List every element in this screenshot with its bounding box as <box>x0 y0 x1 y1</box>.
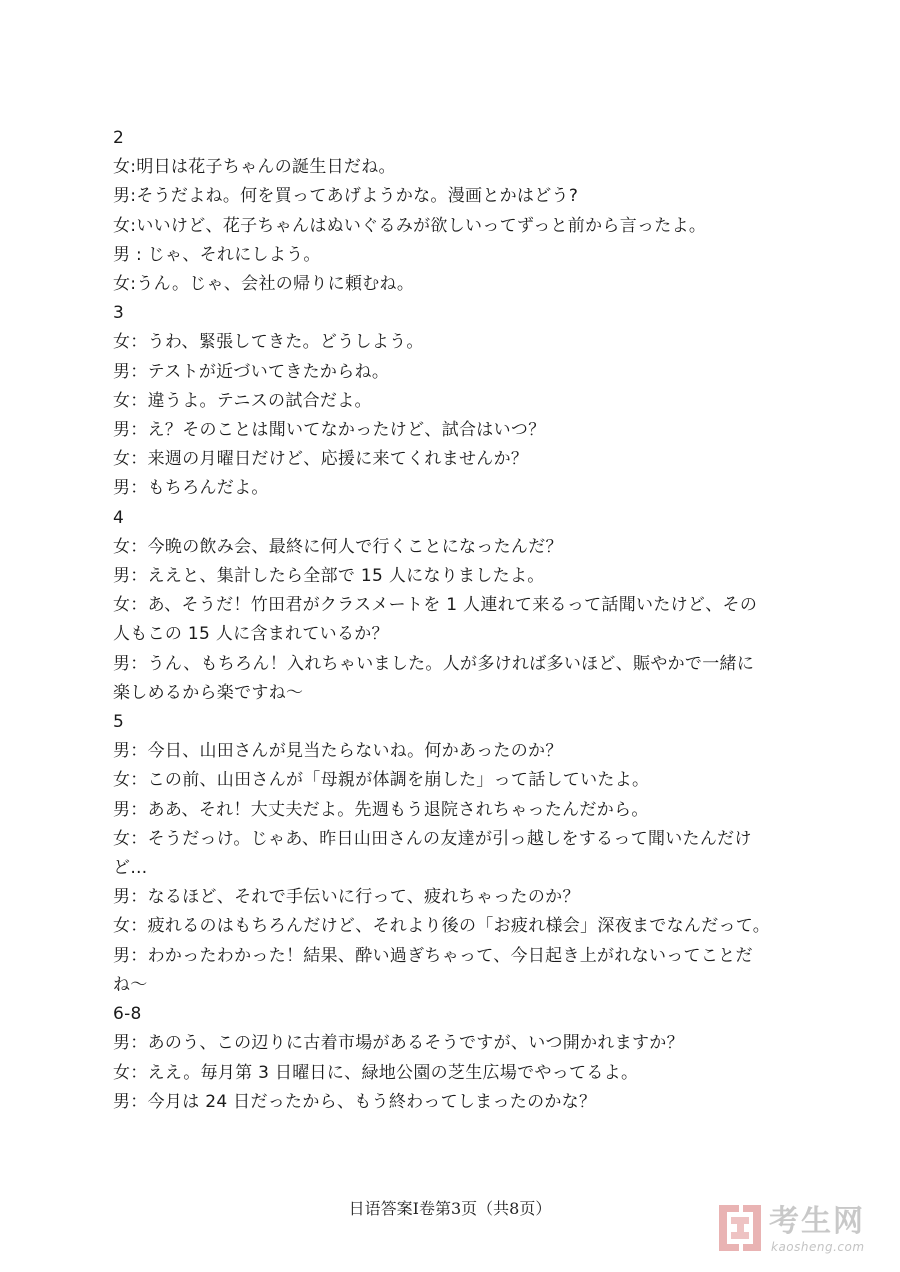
dialogue-line: 女：そうだっけ。じゃあ、昨日山田さんの友達が引っ越しをするって聞いたんだけ <box>113 828 752 849</box>
dialogue-line: 男：あのう、この辺りに古着市場があるそうですが、いつ開かれますか？ <box>113 1033 684 1054</box>
watermark <box>717 1203 887 1259</box>
dialogue-line: 女：この前、山田さんが「母親が体調を崩した」って話していたよ。 <box>113 770 650 791</box>
section-number: 3 <box>113 303 125 324</box>
dialogue-line: 人もこの 15 人に含まれているか？ <box>113 624 389 645</box>
dialogue-line: 男 : じゃ、それにしよう。 <box>113 244 321 265</box>
dialogue-line: 男：今月は 24 日だったから、もう終わってしまったのかな？ <box>113 1091 597 1112</box>
dialogue-line: 女:明日は花子ちゃんの誕生日だね。 <box>113 157 396 178</box>
watermark-url: kaosheng.com <box>771 1240 865 1254</box>
dialogue-line: 楽しめるから楽ですね～ <box>113 682 304 703</box>
page-footer: 日语答案Ⅰ卷第3页（共8页） <box>348 1199 552 1218</box>
dialogue-line: 女：今晩の飲み会、最終に何人で行くことになったんだ？ <box>113 536 563 557</box>
section-number: 5 <box>113 712 125 733</box>
watermark-brand: 考生网 <box>769 1204 865 1239</box>
dialogue-line: 男：なるほど、それで手伝いに行って、疲れちゃったのか？ <box>113 887 580 908</box>
dialogue-line: 男：もちろんだよ。 <box>113 478 269 499</box>
dialogue-line: 女：うわ、緊張してきた。どうしよう。 <box>113 332 424 353</box>
dialogue-line: 男：うん、もちろん！入れちゃいました。人が多ければ多いほど、賑やかで一緒に <box>113 653 755 674</box>
dialogue-line: 女：ええ。毎月第 3 日曜日に、緑地公園の芝生広場でやってるよ。 <box>113 1062 639 1083</box>
dialogue-line: 男：テストが近づいてきたからね。 <box>113 361 390 382</box>
dialogue-line: 女：疲れるのはもちろんだけど、それより後の「お疲れ様会」深夜までなんだって。 <box>113 916 771 937</box>
dialogue-line: 男：わかったわかった！結果、酔い過ぎちゃって、今日起き上がれないってことだ <box>113 945 753 966</box>
dialogue-line: 女：違うよ。テニスの試合だよ。 <box>113 390 372 411</box>
dialogue-line: 女:うん。じゃ、会社の帰りに頼むね。 <box>113 274 415 295</box>
dialogue-line: 男：ああ、それ！大丈夫だよ。先週もう退院されちゃったんだから。 <box>113 799 649 820</box>
dialogue-line: 男:そうだよね。何を買ってあげようかな。漫画とかはどう? <box>113 186 579 207</box>
transcript-body <box>113 124 793 1117</box>
dialogue-line: 男：ええと、集計したら全部で 15 人になりましたよ。 <box>113 566 545 587</box>
section-number: 4 <box>113 507 125 528</box>
dialogue-line: 女：来週の月曜日だけど、応援に来てくれませんか？ <box>113 449 529 470</box>
dialogue-line: ね～ <box>113 974 148 995</box>
dialogue-line: 男：今日、山田さんが見当たらないね。何かあったのか？ <box>113 741 563 762</box>
section-number: 6-8 <box>113 1004 142 1025</box>
dialogue-line: ど… <box>113 858 148 879</box>
kaosheng-logo-icon <box>717 1203 763 1253</box>
dialogue-line: 女:いいけど、花子ちゃんはぬいぐるみが欲しいってずっと前から言ったよ。 <box>113 215 707 236</box>
dialogue-line: 男：え？そのことは聞いてなかったけど、試合はいつ？ <box>113 420 546 441</box>
dialogue-line: 女：あ、そうだ！竹田君がクラスメートを 1 人連れて来るって話聞いたけど、その <box>113 595 758 616</box>
section-number: 2 <box>113 128 125 148</box>
